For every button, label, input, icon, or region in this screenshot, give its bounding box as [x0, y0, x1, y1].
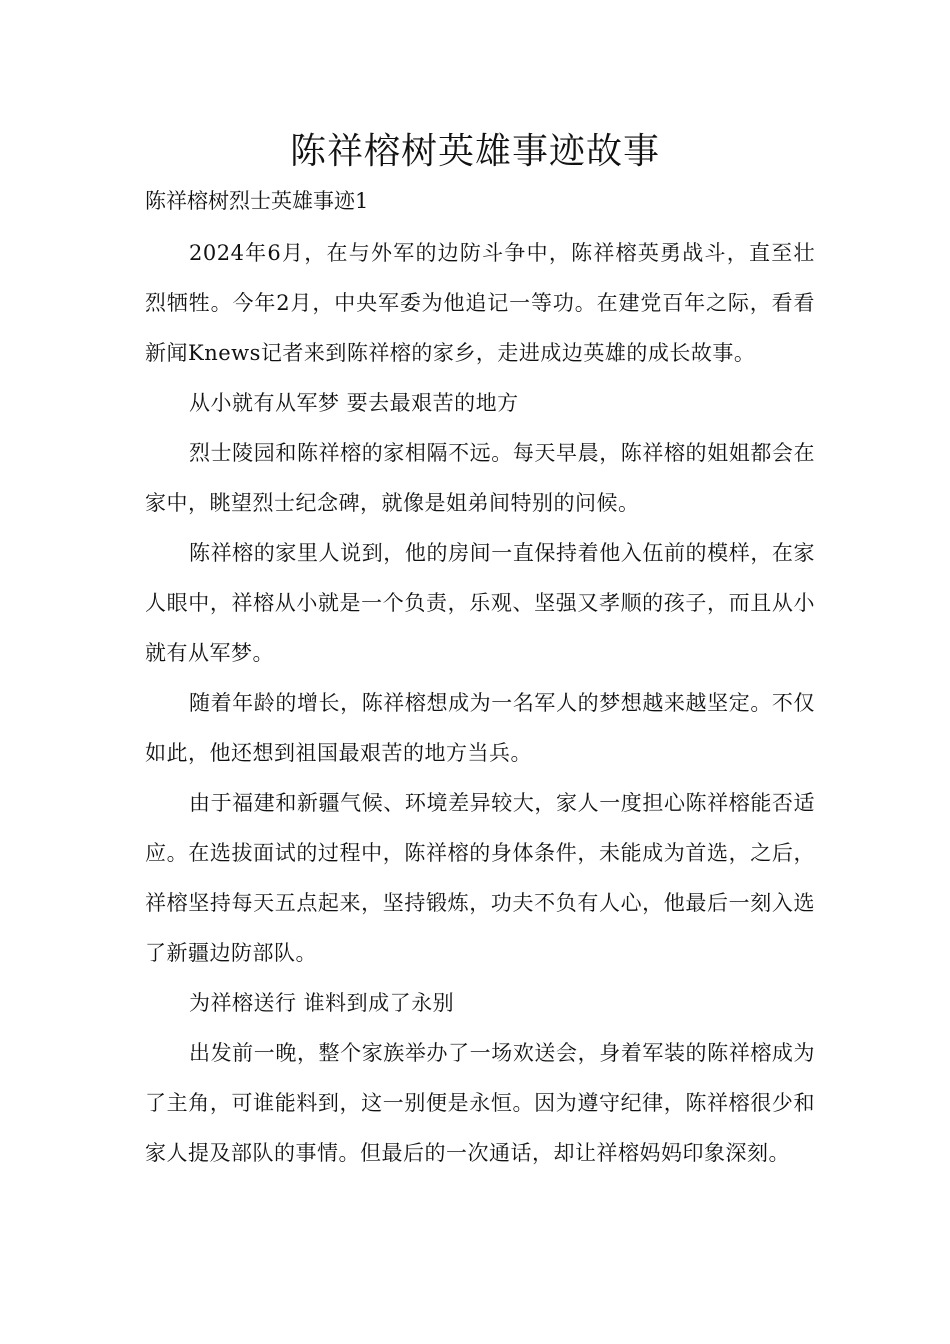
paragraph: 烈士陵园和陈祥榕的家相隔不远。每天早晨，陈祥榕的姐姐都会在家中，眺望烈士纪念碑，就像是姐弟间特别的问候。	[145, 441, 815, 515]
document-title: 陈祥榕树英雄事迹故事	[289, 131, 660, 172]
section-heading: 从小就有从军梦 要去最艰苦的地方	[189, 391, 519, 415]
section-heading: 为祥榕送行 谁料到成了永别	[189, 991, 455, 1015]
paragraph: 陈祥榕的家里人说到，他的房间一直保持着他入伍前的模样，在家人眼中，祥榕从小就是一个负责，乐观、坚强又孝顺的孩子，而且从小就有从军梦。	[145, 541, 815, 665]
document-subtitle: 陈祥榕树烈士英雄事迹1	[145, 189, 369, 213]
paragraph: 2024年6月，在与外军的边防斗争中，陈祥榕英勇战斗，直至壮烈牺牲。今年2月，中央军委为他追记一等功。在建党百年之际，看看新闻Knews记者来到陈祥榕的家乡，走进成边英雄的成长故事。	[145, 241, 815, 365]
paragraph: 由于福建和新疆气候、环境差异较大，家人一度担心陈祥榕能否适应。在选拔面试的过程中，陈祥榕的身体条件，未能成为首选，之后，祥榕坚持每天五点起来，坚持锻炼，功夫不负有人心，他最后一刻入选了新疆边防部队。	[145, 791, 815, 965]
paragraph: 出发前一晚，整个家族举办了一场欢送会，身着军装的陈祥榕成为了主角，可谁能料到，这一别便是永恒。因为遵守纪律，陈祥榕很少和家人提及部队的事情。但最后的一次通话，却让祥榕妈妈印象深刻。	[145, 1041, 815, 1165]
document-body	[145, 228, 815, 1178]
paragraph: 随着年龄的增长，陈祥榕想成为一名军人的梦想越来越坚定。不仅如此，他还想到祖国最艰苦的地方当兵。	[145, 691, 815, 765]
